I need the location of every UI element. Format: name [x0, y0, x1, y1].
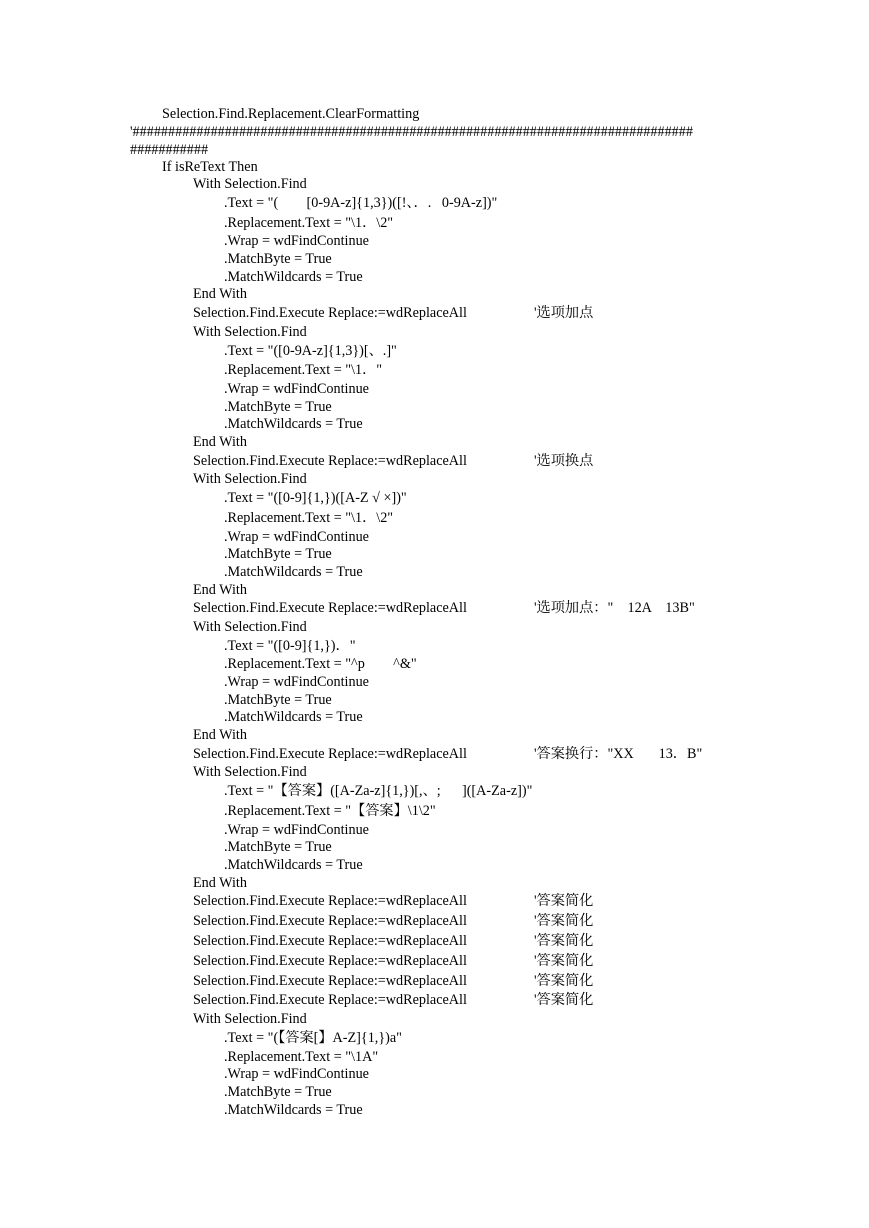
code-line: Selection.Find.Execute Replace:=wdReplaceAll [193, 746, 467, 762]
code-comment: '选项加点 [534, 305, 594, 321]
code-line: .Wrap = wdFindContinue [224, 381, 369, 397]
code-line: .MatchByte = True [224, 251, 332, 267]
code-line: With Selection.Find [193, 471, 307, 487]
code-line: Selection.Find.Execute Replace:=wdReplaceAll [193, 913, 467, 929]
code-line: With Selection.Find [193, 1011, 307, 1027]
code-line: .Wrap = wdFindContinue [224, 674, 369, 690]
code-line: .Wrap = wdFindContinue [224, 1066, 369, 1082]
code-line: With Selection.Find [193, 619, 307, 635]
code-line: .Text = "([0-9A-z]{1,3})[、.]" [224, 343, 397, 359]
code-line: End With [193, 582, 247, 598]
code-line: ########### [130, 142, 209, 158]
code-comment: '选项换点 [534, 453, 594, 469]
code-line: .Replacement.Text = "^p ^&" [224, 656, 417, 672]
code-comment: '答案简化 [534, 893, 594, 909]
code-line: Selection.Find.Execute Replace:=wdReplaceAll [193, 953, 467, 969]
code-line: .MatchWildcards = True [224, 709, 363, 725]
code-line: .Wrap = wdFindContinue [224, 822, 369, 838]
code-line: With Selection.Find [193, 764, 307, 780]
code-comment: '答案简化 [534, 953, 594, 969]
code-line: .Wrap = wdFindContinue [224, 233, 369, 249]
code-line: .MatchByte = True [224, 692, 332, 708]
code-comment: '答案简化 [534, 913, 594, 929]
code-line: .Replacement.Text = "\1．\2" [224, 215, 394, 231]
code-line: .Replacement.Text = "\1．\2" [224, 510, 394, 526]
code-line: With Selection.Find [193, 176, 307, 192]
code-line: .Replacement.Text = "\1．" [224, 362, 383, 378]
code-line: Selection.Find.Execute Replace:=wdReplaceAll [193, 893, 467, 909]
code-line: End With [193, 727, 247, 743]
code-line: .MatchWildcards = True [224, 416, 363, 432]
code-line: .Replacement.Text = "【答案】\1\2" [224, 803, 436, 819]
code-line: Selection.Find.Execute Replace:=wdReplaceAll [193, 973, 467, 989]
code-line: With Selection.Find [193, 324, 307, 340]
code-line: '############################################################################### [130, 124, 693, 140]
code-line: Selection.Find.Replacement.ClearFormatting [162, 106, 420, 122]
code-comment: '答案换行："XX 13．B" [534, 746, 703, 762]
code-line: .Wrap = wdFindContinue [224, 529, 369, 545]
code-line: Selection.Find.Execute Replace:=wdReplaceAll [193, 992, 467, 1008]
code-line: End With [193, 434, 247, 450]
code-comment: '答案简化 [534, 933, 594, 949]
code-line: .Text = "([0-9]{1,})([A-Z √ ×])" [224, 490, 407, 506]
code-line: .Text = "([0-9]{1,})．" [224, 638, 356, 654]
code-line: .Text = "(【答案[】A-Z]{1,})a" [224, 1030, 402, 1046]
code-line: End With [193, 286, 247, 302]
code-line: .MatchByte = True [224, 839, 332, 855]
code-comment: '选项加点：" 12A 13B" [534, 600, 695, 616]
code-line: .Text = "( [0-9A-z]{1,3})([!、．. 0-9A-z])" [224, 195, 498, 211]
code-line: .MatchByte = True [224, 399, 332, 415]
code-line: .MatchWildcards = True [224, 857, 363, 873]
code-line: .MatchByte = True [224, 546, 332, 562]
code-line: .MatchWildcards = True [224, 269, 363, 285]
code-line: .MatchWildcards = True [224, 1102, 363, 1118]
code-comment: '答案简化 [534, 973, 594, 989]
code-line: Selection.Find.Execute Replace:=wdReplaceAll [193, 305, 467, 321]
code-line: Selection.Find.Execute Replace:=wdReplaceAll [193, 933, 467, 949]
code-line: If isReText Then [162, 159, 258, 175]
code-line: Selection.Find.Execute Replace:=wdReplaceAll [193, 453, 467, 469]
code-line: .Replacement.Text = "\1A" [224, 1049, 379, 1065]
code-line: .MatchWildcards = True [224, 564, 363, 580]
code-line: End With [193, 875, 247, 891]
code-line: Selection.Find.Execute Replace:=wdReplaceAll [193, 600, 467, 616]
code-comment: '答案简化 [534, 992, 594, 1008]
code-line: .Text = "【答案】([A-Za-z]{1,})[,、; ]([A-Za-z])" [224, 783, 533, 799]
code-line: .MatchByte = True [224, 1084, 332, 1100]
